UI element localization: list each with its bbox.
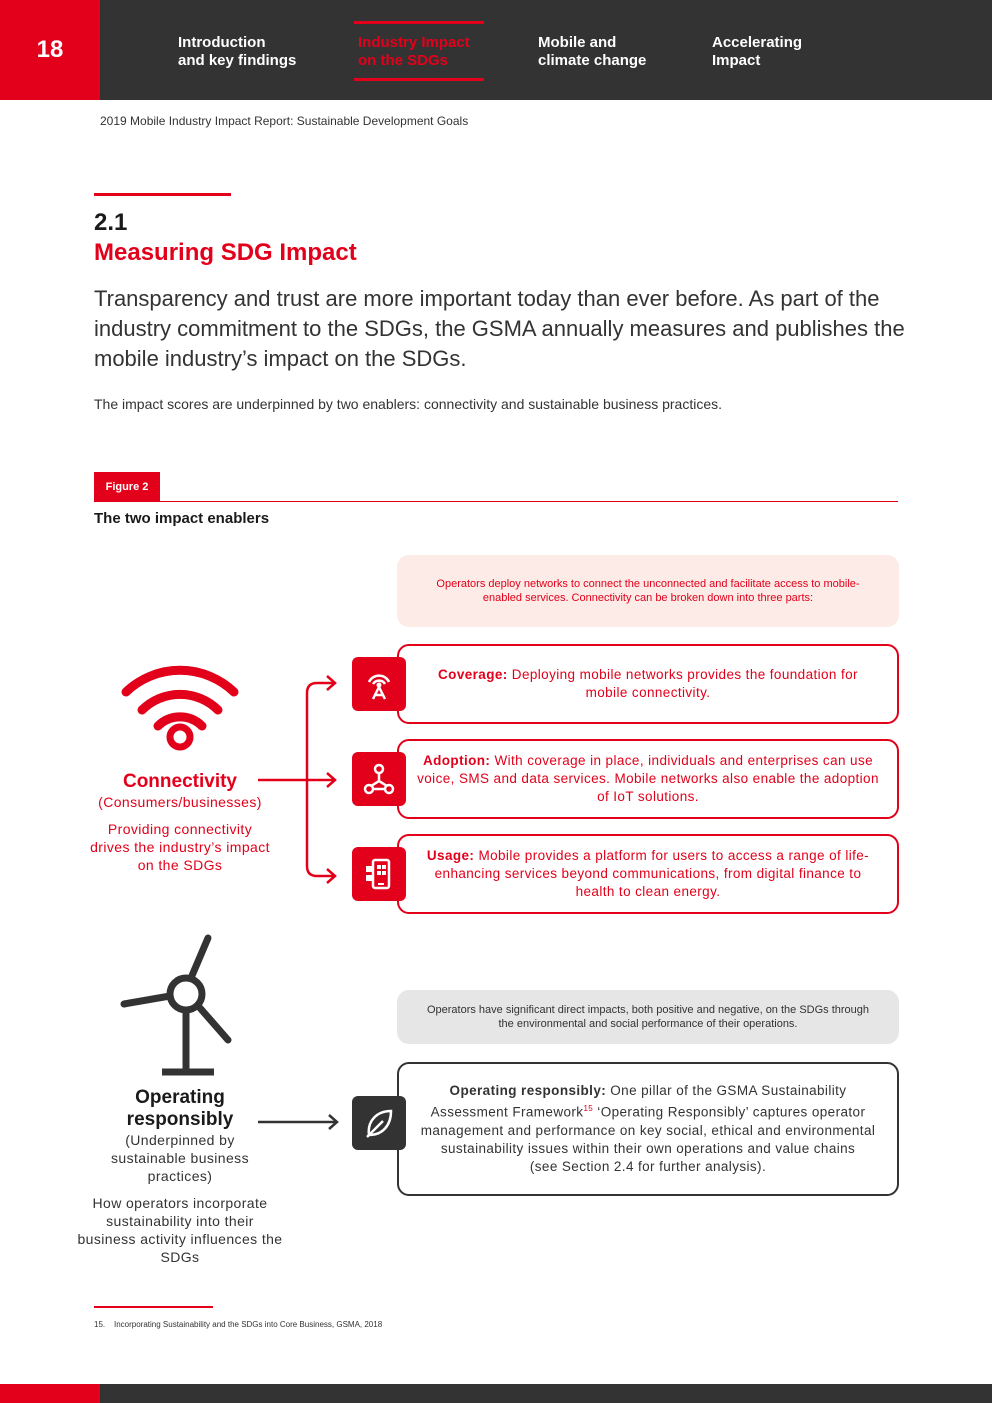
network-nodes-icon [361,761,397,797]
nav-active-indicator-top [354,21,484,24]
operating-sub: (Underpinned by sustainable business practices) [111,1132,249,1184]
coverage-term: Coverage: [438,667,508,682]
operating-icon-tile [352,1096,406,1150]
adoption-icon-tile [352,752,406,806]
leaf-icon [361,1105,397,1141]
nav-active-indicator-bottom [354,78,484,81]
operating-description: How operators incorporate sustainability into their business activity influences the SDGs [77,1195,283,1265]
antenna-tower-icon [361,666,397,702]
connectivity-sub: (Consumers/businesses) [98,794,262,810]
nav-accelerating-impact[interactable]: Accelerating Impact [712,34,803,69]
nav-industry-impact[interactable]: Industry Impact on the SDGs [358,34,470,69]
connectivity-arrows [255,670,345,890]
figure-rule [94,501,898,502]
operating-note-text: Operators have significant direct impacts, both positive and negative, on the SDGs through the environmental and social performance of their operations. [426,1004,870,1030]
footnote-text: Incorporating Sustainability and the SDGs into Core Business, GSMA, 2018 [114,1320,383,1329]
usage-term: Usage: [426,848,475,863]
figure-tag: Figure 2 [94,472,160,502]
operating-text-3: (see Section 2.4 for further analysis). [529,1158,767,1174]
connectivity-note-text: Operators deploy networks to connect the unconnected and facilitate access to mobile-enabled services. Connectivity can be broken down into three parts: [436,578,860,604]
adoption-card [397,739,899,819]
usage-card [397,834,899,914]
nav-introduction[interactable]: Introduction and key findings [178,34,297,69]
operating-label: Operating responsibly [126,1087,234,1130]
section-title: Measuring SDG Impact [94,239,357,266]
section-rule [94,193,231,196]
operating-arrow [255,1112,345,1132]
page-footer [0,1384,992,1403]
footnote-rule [94,1306,213,1308]
nav-mobile-climate[interactable]: Mobile and climate change [538,34,647,69]
figure-title: The two impact enablers [94,510,270,527]
usage-text: Mobile provides a platform for users to access a range of life-enhancing services beyond communications, from digital finance to health to clean energy. [434,848,870,899]
wifi-icon [120,658,240,754]
running-title: 2019 Mobile Industry Impact Report: Sustainable Development Goals [100,114,469,128]
coverage-icon-tile [352,657,406,711]
coverage-text: Deploying mobile networks provides the foundation for mobile connectivity. [507,667,858,700]
mobile-apps-icon [361,856,397,892]
page-header [0,0,992,100]
operating-text-1: One pillar of the GSMA Sustainability Assessment Framework [430,1083,847,1120]
usage-icon-tile [352,847,406,901]
footnote-ref[interactable]: 15 [583,1104,594,1114]
operating-text-2: ‘Operating Responsibly’ captures operator management and performance on key social, ethical and environmental sustainability issues within their own operations and value chains [420,1104,876,1156]
operating-card [397,1062,899,1196]
footnote-number: 15. [94,1320,106,1329]
adoption-term: Adoption: [422,753,491,768]
adoption-text: With coverage in place, individuals and enterprises can use voice, SMS and data services. Mobile networks also enable the adoption of IoT solutions. [417,753,879,804]
page-number: 18 [0,0,100,100]
operating-term: Operating responsibly: [449,1083,607,1099]
coverage-card [397,644,899,724]
wind-turbine-icon [118,930,238,1078]
page-footer-accent [0,1384,100,1403]
lead-paragraph: Transparency and trust are more important today than ever before. As part of the industry commitment to the SDGs, the GSMA annually measures and publishes the mobile industry’s impact on the SDGs. [94,286,905,371]
operating-note [397,990,899,1044]
connectivity-description: Providing connectivity drives the industry’s impact on the SDGs [90,821,270,873]
connectivity-note [397,555,899,627]
connectivity-label: Connectivity [122,771,238,792]
section-number: 2.1 [94,209,128,236]
body-paragraph: The impact scores are underpinned by two enablers: connectivity and sustainable business practices. [94,396,723,412]
footnote [94,1320,382,1329]
